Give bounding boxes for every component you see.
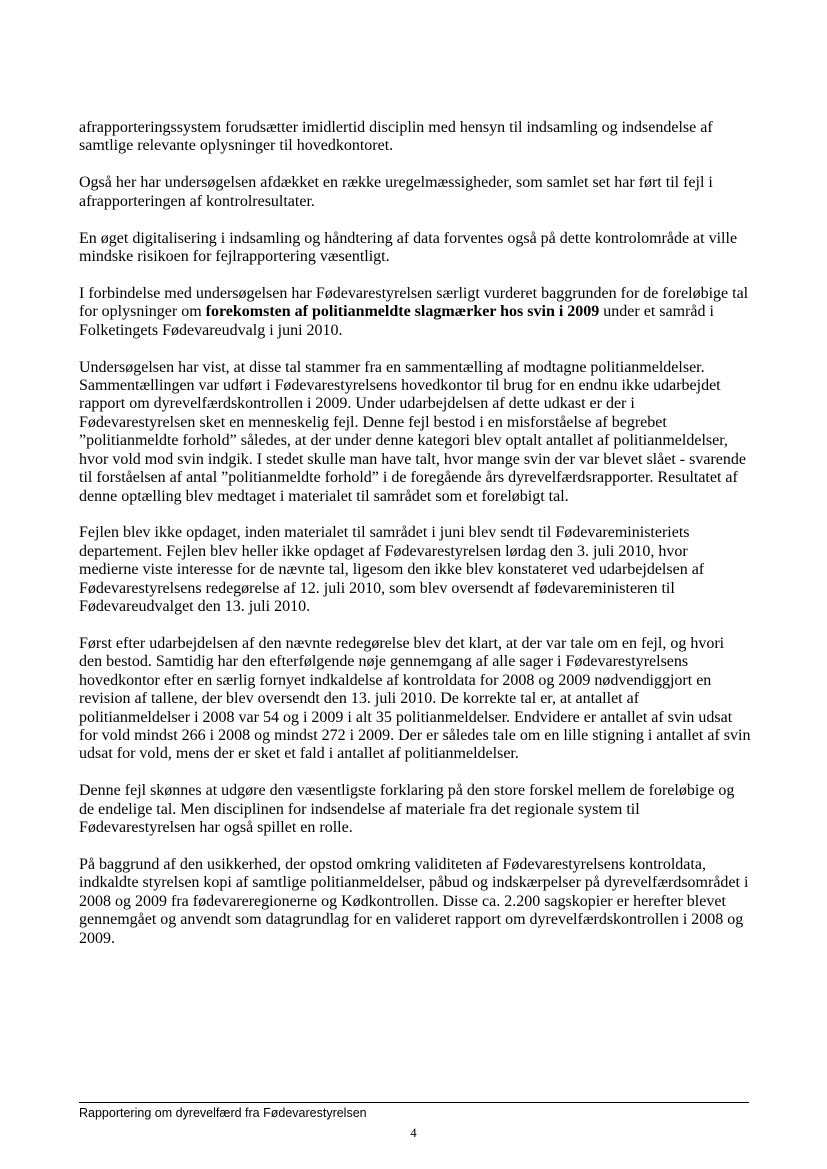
- paragraph-text: Denne fejl skønnes at udgøre den væsentligste forklaring på den store forskel mellem de foreløbige og de endelige tal. Men disciplinen for indsendelse af materiale fra det regionale system til Fødevarestyrelsen har også spillet en rolle.: [79, 782, 735, 837]
- paragraph-text: Også her har undersøgelsen afdækket en række uregelmæssigheder, som samlet set har ført til fejl i afrapporteringen af kontrolresultater.: [79, 174, 713, 210]
- paragraph: [79, 856, 751, 948]
- paragraph-text: afrapporteringssystem forudsætter imidlertid disciplin med hensyn til indsamling og indsendelse af samtlige relevante oplysninger til hovedkontoret.: [79, 119, 713, 155]
- paragraph: [79, 359, 751, 506]
- paragraph-text: I forbindelse med undersøgelsen har Fødevarestyrelsen særligt vurderet baggrunden for de foreløbige tal for oplysninger om: [79, 284, 749, 321]
- paragraph: [79, 119, 751, 156]
- paragraph-text: På baggrund af den usikkerhed, der opstod omkring validiteten af Fødevarestyrelsens kontroldata, indkaldte styrelsen kopi af samtlige politianmeldelser, påbud og indskærpelser på dyrevelfærdsområdet i 2008 og 2009 fra fødevareregionerne og Kødkontrollen. Disse ca. 2.200 sagskopier er herefter blevet gennemgået og anvendt som datagrundlag for en valideret rapport om dyrevelfærdskontrollen i 2008 og 2009.: [79, 856, 749, 947]
- paragraph-text: Undersøgelsen har vist, at disse tal stammer fra en sammentælling af modtagne politianmeldelser. Sammentællingen var udført i Fødevarestyrelsens hovedkontor til brug for en endnu ikke udarbejdet rapport om dyrevelfærdskontrollen i 2009. Under udarbejdelsen af dette udkast er der i Fødevarestyrelsen sket en menneskelig fejl. Denne fejl bestod i en misforståelse af begrebet ”politianmeldte forhold” således, at der under denne kategori blev optalt antallet af politianmeldelser, hvor vold mod svin indgik. I stedet skulle man have talt, hvor mange svin der var blevet slået - svarende til forståelsen af antal ”politianmeldte forhold” i de foregående års dyrevelfærdsrapporter. Resultatet af denne optælling blev medtaget i materialet til samrådet som et foreløbigt tal.: [79, 358, 746, 505]
- paragraph-text: Først efter udarbejdelsen af den nævnte redegørelse blev det klart, at der var tale om en fejl, og hvori den bestod. Samtidig har den efterfølgende nøje gennemgang af alle sager i Fødevarestyrelsens hovedkontor efter en særlig fornyet indkaldelse af kontroldata for 2008 og 2009 nødvendiggjort en revision af tallene, der blev oversendt den 13. juli 2010. De korrekte tal er, at antallet af politianmeldelser i 2008 var 54 og i 2009 i alt 35 politianmeldelser. Endvidere er antallet af svin udsat for vold mindst 266 i 2008 og mindst 272 i 2009. Der er således tale om en lille stigning i antallet af svin udsat for vold, mens der er sket et fald i antallet af politianmeldelser.: [79, 634, 751, 763]
- bold-text: forekomsten af politianmeldte slagmærker hos svin i 2009: [205, 303, 600, 321]
- paragraph: [79, 524, 751, 616]
- footer-divider: [79, 1102, 749, 1103]
- paragraph: [79, 285, 751, 340]
- paragraph: [79, 230, 751, 267]
- paragraph-text: En øget digitalisering i indsamling og håndtering af data forventes også på dette kontrolområde at ville mindske risikoen for fejlrapportering væsentligt.: [79, 229, 738, 266]
- paragraph: [79, 174, 751, 211]
- paragraph: [79, 782, 751, 837]
- paragraph: [79, 635, 751, 764]
- paragraph-text: under et samråd i Folketingets Fødevareudvalg i juni 2010.: [79, 303, 714, 339]
- body-text: [79, 119, 751, 967]
- page-number: 4: [410, 1126, 417, 1140]
- paragraph-text: Fejlen blev ikke opdaget, inden materialet til samrådet i juni blev sendt til Fødevareministeriets departement. Fejlen blev heller ikke opdaget af Fødevarestyrelsen lørdag den 3. juli 2010, hvor medierne viste interesse for de nævnte tal, ligesom den ikke blev konstateret ved udarbejdelsen af Fødevarestyrelsens redegørelse af 12. juli 2010, som blev oversendt af fødevareministeren til Fødevareudvalget den 13. juli 2010.: [79, 524, 705, 616]
- footer-title: Rapportering om dyrevelfærd fra Fødevarestyrelsen: [79, 1106, 367, 1120]
